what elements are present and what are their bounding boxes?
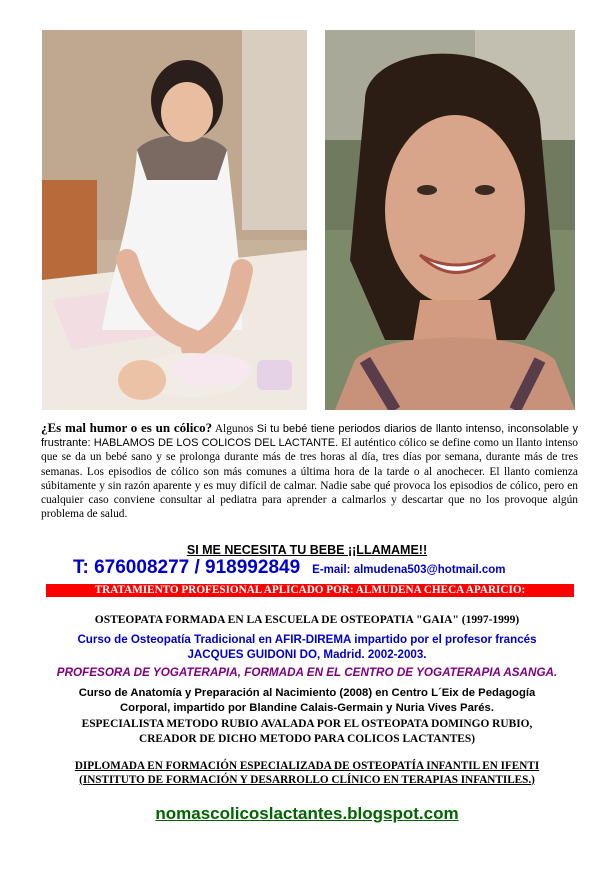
intro-body: El auténtico cólico se define como un llanto intenso que se da un bebé sano y se prolonga durante más de tres horas al día, tres días por semana, durante más de tres semanas. Los episodios de cólico son más comunes a última hora de la tarde o al anochecer. El llanto comienza súbitamente y sin razón aparente y es muy difícil de calmar. Nadie sabe qué provoca los episodios de cólico, pero en cualquier caso conviene consultar al pediatra para aprender a calmarlos y descartar que no los provoque algún problema de salud.	[41, 437, 578, 521]
credential-afir-direma	[0, 633, 614, 662]
credential-anatomy-course	[0, 686, 614, 716]
intro-question: ¿Es mal humor o es un cólico?	[41, 420, 213, 435]
contact-line	[73, 557, 593, 579]
email-address[interactable]: E-mail: almudena503@hotmail.com	[312, 564, 506, 576]
credential-anatomy-line2: Corporal, impartido por Blandine Calais-Germain y Nuria Vives Parés.	[120, 701, 494, 714]
credential-metodo-rubio	[0, 717, 614, 746]
credential-ifenti	[0, 760, 614, 787]
credential-rubio-line1: ESPECIALISTA METODO RUBIO AVALADA POR EL OSTEOPATA DOMINGO RUBIO,	[81, 718, 533, 730]
photo-portrait-image	[325, 30, 575, 410]
photo-therapist-with-baby-image	[42, 30, 307, 410]
credential-ifenti-line2: (INSTITUTO DE FORMACIÓN Y DESARROLLO CLÍNICO EN TERAPIAS INFANTILES.)	[79, 773, 535, 786]
credential-afir-line1: Curso de Osteopatía Tradicional en AFIR-DIREMA impartido por el profesor francés	[77, 633, 537, 646]
phone-numbers[interactable]: T: 676008277 / 918992849	[73, 557, 301, 578]
photo-therapist-with-baby	[42, 30, 307, 410]
credential-ifenti-line1: DIPLOMADA EN FORMACIÓN ESPECIALIZADA DE OSTEOPATÍA INFANTIL EN IFENTI	[74, 760, 540, 772]
credential-afir-line2: JACQUES GUIDONI DO, Madrid. 2002-2003.	[187, 647, 427, 661]
credential-rubio-line2: CREADOR DE DICHO METODO PARA COLICOS LACTANTES)	[138, 732, 476, 745]
intro-lead-word: Algunos	[214, 423, 254, 435]
practitioner-banner: TRATAMIENTO PROFESIONAL APLICADO POR: ALMUDENA CHECA APARICIO:	[46, 584, 574, 597]
photo-portrait	[325, 30, 575, 410]
credential-yogaterapia: PROFESORA DE YOGATERAPIA, FORMADA EN EL CENTRO DE YOGATERAPIA ASANGA.	[56, 666, 558, 679]
intro-paragraph	[41, 421, 578, 521]
call-to-action: SI ME NECESITA TU BEBE ¡¡LLAMAME!!	[186, 543, 428, 557]
credential-anatomy-line1: Curso de Anatomía y Preparación al Nacimiento (2008) en Centro L´Eix de Pedagogía	[78, 687, 536, 699]
blog-link[interactable]: nomascolicoslactantes.blogspot.com	[155, 804, 459, 823]
credential-osteopath-gaia: OSTEOPATA FORMADA EN LA ESCUELA DE OSTEOPATIA "GAIA" (1997-1999)	[94, 614, 520, 626]
intro-highlight: Si tu bebé tiene periodos diarios de llanto intenso, inconsolable y frustrante: HABLAMOS DE LOS COLICOS DEL LACTANTE.	[41, 423, 579, 450]
